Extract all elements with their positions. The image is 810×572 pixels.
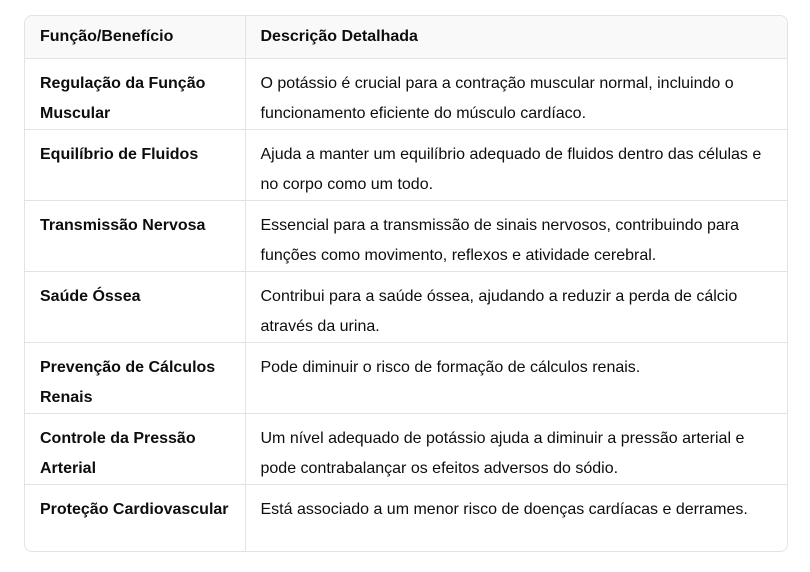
cell-description: Contribui para a saúde óssea, ajudando a reduzir a perda de cálcio através da urina. (260, 287, 738, 335)
cell-function: Controle da Pressão Arterial (25, 413, 245, 484)
cell-function: Proteção Cardiovascular (25, 484, 245, 552)
header-description: Descrição Detalhada (260, 27, 418, 45)
cell-description: Está associado a um menor risco de doenças cardíacas e derrames. (260, 500, 748, 518)
cell-description: Um nível adequado de potássio ajuda a diminuir a pressão arterial e pode contrabalançar os efeitos adversos do sódio. (260, 429, 745, 477)
table-row (25, 58, 787, 129)
benefits-table-container (24, 15, 788, 552)
table-row (25, 200, 787, 271)
cell-description: Essencial para a transmissão de sinais nervosos, contribuindo para funções como movimento, reflexos e atividade cerebral. (260, 216, 739, 264)
cell-function: Equilíbrio de Fluidos (25, 129, 245, 200)
cell-function: Saúde Óssea (25, 271, 245, 342)
table-row (25, 484, 787, 552)
table-row (25, 413, 787, 484)
cell-description: Ajuda a manter um equilíbrio adequado de fluidos dentro das células e no corpo como um todo. (260, 145, 762, 193)
benefits-table (25, 16, 787, 552)
cell-description: Pode diminuir o risco de formação de cálculos renais. (260, 358, 641, 376)
table-row (25, 129, 787, 200)
table-row (25, 271, 787, 342)
cell-function: Prevenção de Cálculos Renais (25, 342, 245, 413)
table-row (25, 342, 787, 413)
table-header-row (25, 16, 787, 58)
cell-description: O potássio é crucial para a contração muscular normal, incluindo o funcionamento eficiente do músculo cardíaco. (260, 74, 734, 122)
header-function: Função/Benefício (25, 16, 245, 58)
cell-function: Regulação da Função Muscular (25, 58, 245, 129)
cell-function: Transmissão Nervosa (25, 200, 245, 271)
